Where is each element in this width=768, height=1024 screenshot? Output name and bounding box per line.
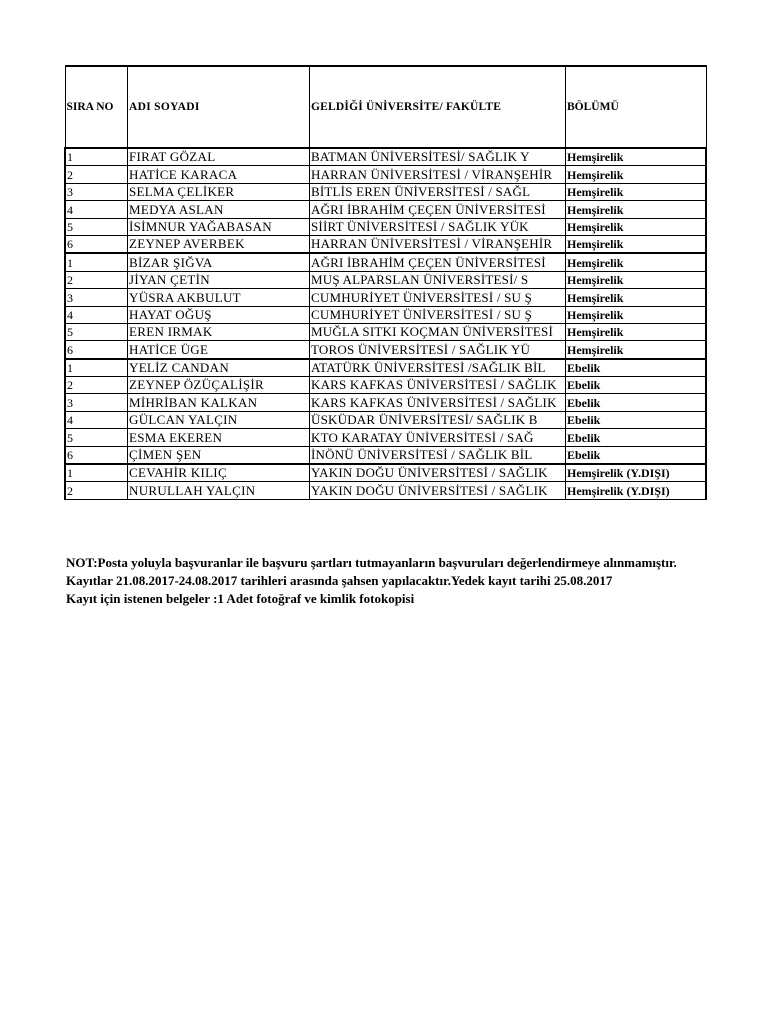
cell-university: ATATÜRK ÜNİVERSİTESİ /SAĞLIK BİL: [310, 359, 566, 377]
cell-name: ÇİMEN ŞEN: [128, 446, 310, 464]
cell-university: KARS KAFKAS ÜNİVERSİTESİ / SAĞLIK: [310, 377, 566, 394]
header-sira-no: SIRA NO: [65, 66, 128, 148]
cell-department: Ebelik: [566, 359, 707, 377]
cell-sira-no: 2: [65, 166, 128, 183]
cell-department: Hemşirelik: [566, 306, 707, 323]
table-row: [65, 201, 706, 218]
cell-sira-no: 1: [65, 253, 128, 271]
cell-university: YAKIN DOĞU ÜNİVERSİTESİ / SAĞLIK: [310, 464, 566, 482]
cell-department: Hemşirelik: [566, 166, 707, 183]
cell-university: AĞRI İBRAHİM ÇEÇEN ÜNİVERSİTESİ: [310, 201, 566, 218]
cell-name: YÜSRA AKBULUT: [128, 289, 310, 306]
cell-sira-no: 6: [65, 235, 128, 253]
cell-university: BATMAN ÜNİVERSİTESİ/ SAĞLIK Y: [310, 148, 566, 166]
cell-university: MUŞ ALPARSLAN ÜNİVERSİTESİ/ S: [310, 271, 566, 288]
cell-sira-no: 2: [65, 271, 128, 288]
cell-department: Hemşirelik (Y.DIŞI): [566, 482, 707, 499]
cell-department: Hemşirelik: [566, 271, 707, 288]
cell-university: YAKIN DOĞU ÜNİVERSİTESİ / SAĞLIK: [310, 482, 566, 499]
cell-name: BİZAR ŞIĞVA: [128, 253, 310, 271]
cell-sira-no: 3: [65, 394, 128, 411]
cell-name: ZEYNEP AVERBEK: [128, 235, 310, 253]
table-row: [65, 323, 706, 340]
cell-name: HATİCE KARACA: [128, 166, 310, 183]
cell-name: CEVAHİR KILIÇ: [128, 464, 310, 482]
cell-university: HARRAN ÜNİVERSİTESİ / VİRANŞEHİR: [310, 166, 566, 183]
cell-university: AĞRI İBRAHİM ÇEÇEN ÜNİVERSİTESİ: [310, 253, 566, 271]
cell-sira-no: 4: [65, 306, 128, 323]
cell-name: EREN IRMAK: [128, 323, 310, 340]
cell-name: ESMA EKEREN: [128, 429, 310, 446]
cell-name: İSİMNUR YAĞABASAN: [128, 218, 310, 235]
table-row: [65, 341, 706, 359]
cell-name: FIRAT GÖZAL: [128, 148, 310, 166]
cell-sira-no: 1: [65, 148, 128, 166]
table-row: [65, 218, 706, 235]
cell-department: Hemşirelik: [566, 289, 707, 306]
table-row: [65, 464, 706, 482]
table-row: [65, 289, 706, 306]
cell-sira-no: 1: [65, 464, 128, 482]
table-row: [65, 183, 706, 200]
cell-university: BİTLİS EREN ÜNİVERSİTESİ / SAĞL: [310, 183, 566, 200]
table-header-row: [65, 66, 706, 148]
cell-name: ZEYNEP ÖZÜÇALİŞİR: [128, 377, 310, 394]
cell-sira-no: 1: [65, 359, 128, 377]
table-row: [65, 394, 706, 411]
cell-name: HATİCE ÜGE: [128, 341, 310, 359]
note-line-1: NOT:Posta yoluyla başvuranlar ile başvuru şartları tutmayanların başvuruları değerlendirmeye alınmamıştır.: [66, 555, 677, 570]
cell-department: Ebelik: [566, 411, 707, 428]
note-line-3: Kayıt için istenen belgeler :1 Adet fotoğraf ve kimlik fotokopisi: [66, 591, 415, 606]
cell-department: Ebelik: [566, 429, 707, 446]
cell-department: Hemşirelik: [566, 235, 707, 253]
table-row: [65, 446, 706, 464]
cell-university: CUMHURİYET ÜNİVERSİTESİ / SU Ş: [310, 306, 566, 323]
cell-sira-no: 6: [65, 341, 128, 359]
cell-sira-no: 2: [65, 377, 128, 394]
cell-department: Hemşirelik (Y.DIŞI): [566, 464, 707, 482]
cell-sira-no: 5: [65, 218, 128, 235]
cell-sira-no: 6: [65, 446, 128, 464]
cell-university: CUMHURİYET ÜNİVERSİTESİ / SU Ş: [310, 289, 566, 306]
cell-department: Hemşirelik: [566, 183, 707, 200]
table-row: [65, 148, 706, 166]
header-university: GELDİĞİ ÜNİVERSİTE/ FAKÜLTE: [310, 66, 566, 148]
table-row: [65, 235, 706, 253]
cell-sira-no: 4: [65, 411, 128, 428]
cell-university: KTO KARATAY ÜNİVERSİTESİ / SAĞ: [310, 429, 566, 446]
cell-sira-no: 3: [65, 183, 128, 200]
cell-sira-no: 2: [65, 482, 128, 499]
table-row: [65, 359, 706, 377]
cell-university: MUĞLA SITKI KOÇMAN ÜNİVERSİTESİ: [310, 323, 566, 340]
cell-name: NURULLAH YALÇIN: [128, 482, 310, 499]
cell-name: MİHRİBAN KALKAN: [128, 394, 310, 411]
table-row: [65, 377, 706, 394]
cell-department: Hemşirelik: [566, 201, 707, 218]
table-row: [65, 166, 706, 183]
cell-department: Hemşirelik: [566, 218, 707, 235]
cell-sira-no: 5: [65, 429, 128, 446]
cell-university: SİİRT ÜNİVERSİTESİ / SAĞLIK YÜK: [310, 218, 566, 235]
cell-sira-no: 3: [65, 289, 128, 306]
table-row: [65, 253, 706, 271]
cell-name: MEDYA ASLAN: [128, 201, 310, 218]
applicant-table: [64, 65, 707, 500]
cell-university: İNÖNÜ ÜNİVERSİTESİ / SAĞLIK BİL: [310, 446, 566, 464]
cell-name: YELİZ CANDAN: [128, 359, 310, 377]
cell-university: ÜSKÜDAR ÜNİVERSİTESİ/ SAĞLIK B: [310, 411, 566, 428]
cell-department: Hemşirelik: [566, 323, 707, 340]
cell-department: Ebelik: [566, 377, 707, 394]
table-row: [65, 429, 706, 446]
cell-name: JİYAN ÇETİN: [128, 271, 310, 288]
table-row: [65, 482, 706, 499]
cell-department: Hemşirelik: [566, 148, 707, 166]
header-adi-soyadi: ADI SOYADI: [128, 66, 310, 148]
table-row: [65, 411, 706, 428]
cell-university: KARS KAFKAS ÜNİVERSİTESİ / SAĞLIK: [310, 394, 566, 411]
cell-sira-no: 5: [65, 323, 128, 340]
cell-department: Hemşirelik: [566, 253, 707, 271]
cell-university: HARRAN ÜNİVERSİTESİ / VİRANŞEHİR: [310, 235, 566, 253]
cell-name: SELMA ÇELİKER: [128, 183, 310, 200]
note-line-2: Kayıtlar 21.08.2017-24.08.2017 tarihleri arasında şahsen yapılacaktır.Yedek kayıt tarihi 25.08.2017: [66, 573, 613, 588]
cell-department: Hemşirelik: [566, 341, 707, 359]
cell-sira-no: 4: [65, 201, 128, 218]
table-row: [65, 271, 706, 288]
table-row: [65, 306, 706, 323]
header-department: BÖLÜMÜ: [566, 66, 707, 148]
cell-department: Ebelik: [566, 446, 707, 464]
cell-name: HAYAT OĞUŞ: [128, 306, 310, 323]
cell-university: TOROS ÜNİVERSİTESİ / SAĞLIK YÜ: [310, 341, 566, 359]
cell-name: GÜLCAN YALÇIN: [128, 411, 310, 428]
cell-department: Ebelik: [566, 394, 707, 411]
